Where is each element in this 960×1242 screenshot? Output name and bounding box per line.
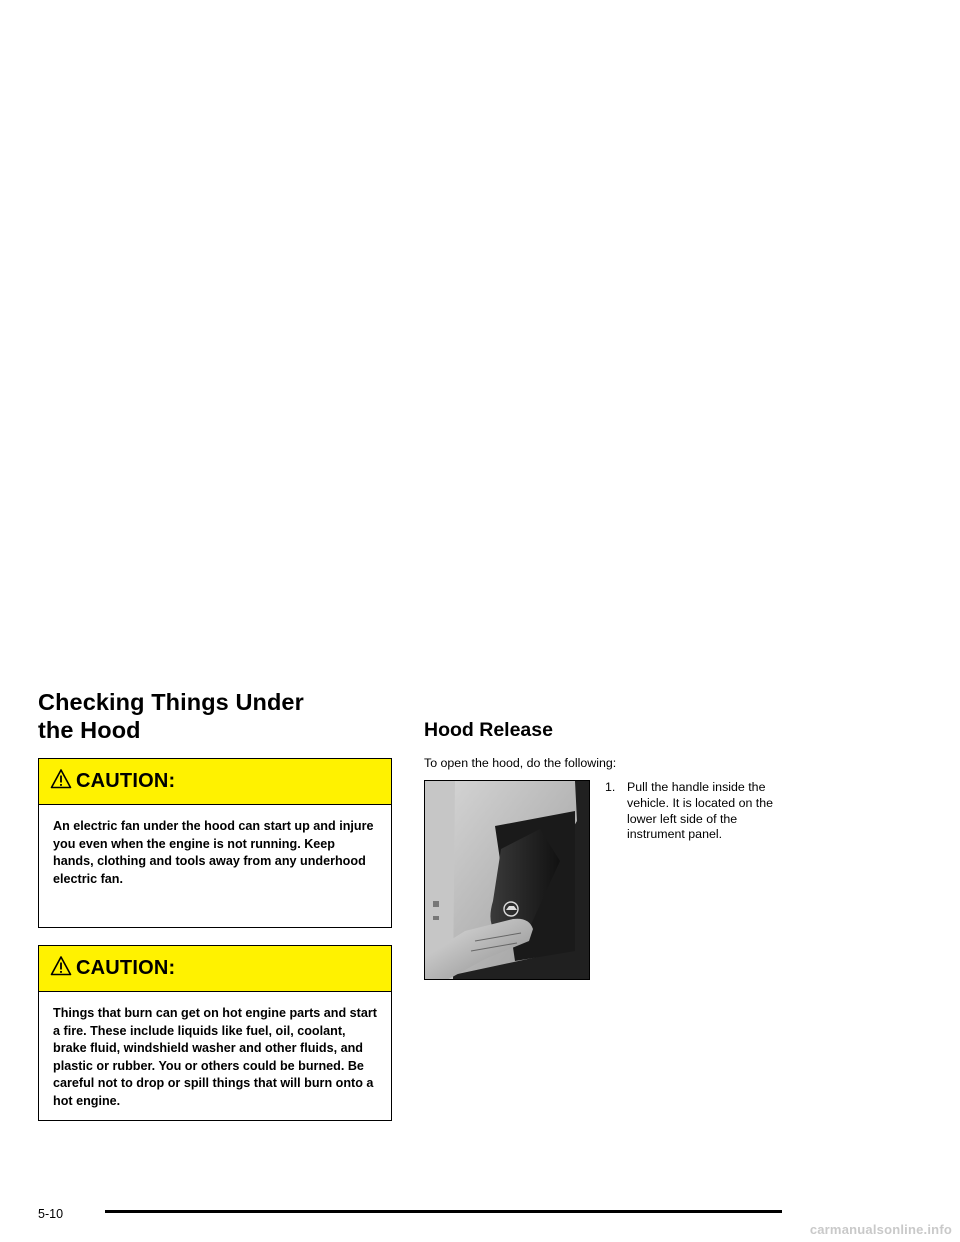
section-title-line2: the Hood	[38, 717, 141, 743]
right-column	[424, 718, 824, 842]
page-number: 5-10	[38, 1207, 64, 1221]
caution-label: CAUTION:	[76, 957, 176, 979]
section-title-line1: Checking Things Under	[38, 689, 304, 715]
step-1	[605, 780, 795, 843]
left-column	[38, 688, 395, 1108]
hood-release-title: Hood Release	[424, 719, 553, 741]
warning-triangle-icon	[50, 768, 72, 790]
step-text: Pull the handle inside the vehicle. It is located on the lower left side of the instrument panel.	[627, 780, 774, 842]
caution-header	[39, 759, 391, 805]
photo-illustration	[425, 781, 590, 980]
watermark: carmanualsonline.info	[809, 1222, 952, 1237]
caution-label: CAUTION:	[76, 770, 176, 792]
footer-divider	[105, 1210, 782, 1213]
intro-text: To open the hood, do the following:	[424, 756, 617, 770]
caution-text: An electric fan under the hood can start up and injure you even when the engine is not running. Keep hands, clothing and tools away from any underhood electric fan.	[53, 819, 374, 886]
section-title	[38, 688, 395, 744]
caution-box-fire	[38, 945, 392, 1121]
caution-header	[39, 946, 391, 992]
caution-box-fan	[38, 758, 392, 928]
hood-release-handle-photo	[424, 780, 590, 980]
caution-text: Things that burn can get on hot engine parts and start a fire. These include liquids like fuel, oil, coolant, brake fluid, windshield washer and other fluids, and plastic or rubber. You or others could be burned. Be careful not to drop or spill things that will burn onto a hot engine.	[53, 1006, 377, 1108]
warning-triangle-icon	[50, 955, 72, 977]
step-number: 1.	[605, 780, 616, 794]
